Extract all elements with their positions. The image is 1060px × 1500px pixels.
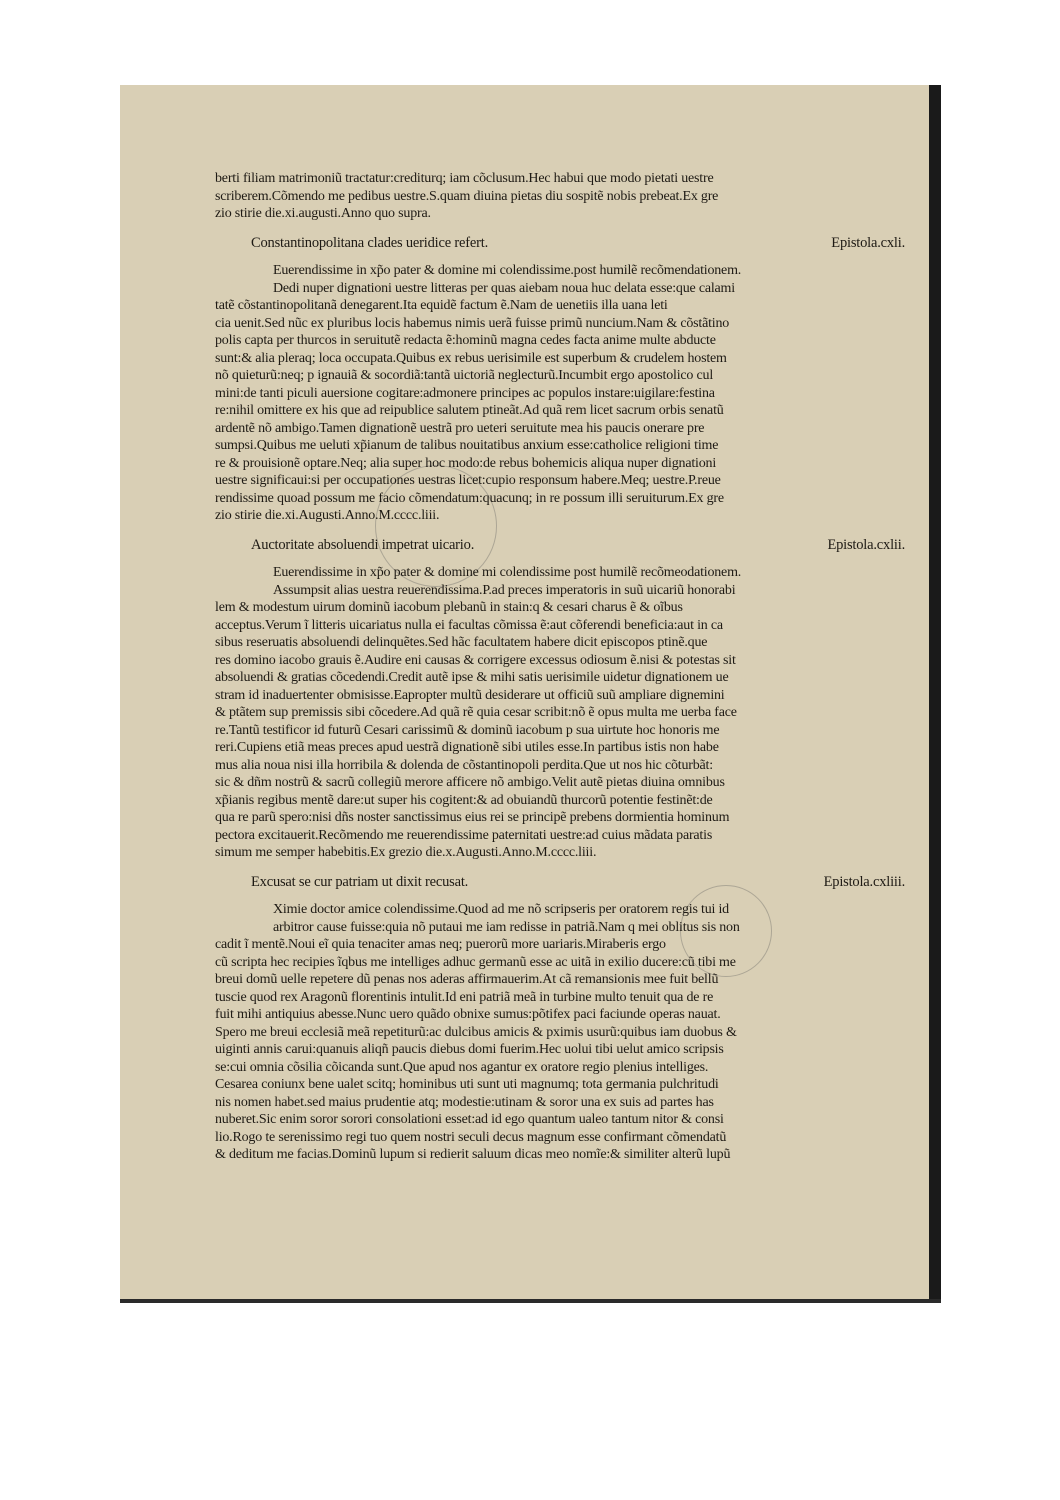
text-line: sumpsi.Quibus me ueluti xp̃ianum de talibus nouitatibus anxium esse:catholice religioni time [215,438,719,453]
text-line: scriberem.Cõmendo me pedibus uestre.S.quam diuina pietas diu sospitẽ nobis prebeat.Ex gre [215,188,719,204]
document-text [215,170,905,1164]
text-line: qua re parũ spero:nisi dñs noster sanctissimus eius rei se principẽ prebens dormientia hominum [215,810,730,825]
text-line: polis capta per thurcos in seruitutẽ redacta ẽ:hominũ magna cedes facta anime multe abducte [215,333,716,348]
epistle-number: Epistola.cxli. [831,234,905,251]
text-paragraph [215,564,905,862]
text-line: sic & dñm nostrũ & sacrũ collegiũ merore afficere nõ ambigo.Velit autẽ pietas diuina omnibus [215,775,725,790]
text-line: fuit mihi antiquius abesse.Nunc uero quãdo obnixe sumus:põtifex paci faciunde operas nauat. [215,1007,721,1022]
epistle-number: Epistola.cxliii. [823,873,905,890]
text-line: reri.Cupiens etiã meas preces apud uestrã dignationẽ sibi utiles esse.In partibus istis non habe [215,740,719,755]
text-line: se:cui omnia cõsilia cõicanda sunt.Que apud nos agantur ex oratore regio plenius intelliges. [215,1059,709,1075]
text-line: acceptus.Verum ĩ litteris uicariatus nulla ei facultas cõmissa ẽ:aut cõferendi beneficia:aut in ca [215,617,723,633]
text-line: lem & modestum uirum dominũ iacobum plebanũ in stain:q & cesari charus ẽ & oĩbus [215,600,683,615]
text-line: nuberet.Sic enim soror sorori consolationi esset:ad id ego quantum ualeo tantum nitor & consi [215,1112,724,1127]
text-line: & deditum me facias.Dominũ lupum si redierit saluum dicas meo nomĩe:& similiter alterũ lupũ [215,1147,731,1162]
text-line: res domino iacobo grauis ẽ.Audire eni causas & corrigere excessus odiosum ẽ.nisi & potestas sit [215,652,736,668]
text-line: sibus reseruatis absoluendi delinquẽtes.Sed hãc facultatem habere dicit episcopos ptinẽ.que [215,635,708,650]
text-line: re.Tantũ testificor id futurũ Cesari carissimũ & dominũ iacobum p sua uirtute hoc honoris me [215,722,720,738]
text-line: Euerendissime in xp̃o pater & domine mi colendissime post humilẽ recõmeodationem. [273,565,742,580]
text-line: cũ scripta hec recipies ĩqbus me intelliges adhuc germanũ esse ac uitã in exilio ducere:cũ tibi me [215,954,736,970]
text-line: Cesarea coniunx bene ualet scitq; hominibus uti sunt uti magnumq; tota germania pulchritudi [215,1077,719,1092]
epistle-number: Epistola.cxlii. [827,536,905,553]
epistle-heading [215,874,905,892]
text-line: Spero me breui ecclesiã meã repetiturũ:ac dulcibus amicis & pximis usurũ:quibus iam duobus & [215,1024,737,1040]
text-line: cia uenit.Sed nũc ex pluribus locis habemus nimis uerã fuisse primũ nuncium.Nam & cõstãtino [215,315,730,331]
text-line: sunt:& alia pleraq; loca occupata.Quibus ex rebus uerisimile est superbum & crudelem hostem [215,350,727,366]
text-line: cadit ĩ mentẽ.Noui eĩ quia tenaciter amas neq; puerorũ more uariaris.Miraberis ergo [215,937,666,952]
text-line: & ptãtem sup premissis sibi cõcedere.Ad quã rẽ quia cesar scribit:nõ ẽ opus multa me uerba face [215,705,737,720]
text-line: uiginti annis carui:quanuis aliqñ paucis diebus domi fuerim.Hec uolui tibi uelut amico scripsis [215,1042,724,1057]
text-line: tuscie quod rex Aragonũ florentinis intulit.Id eni patriã meã in turbine multo tenuit qua de re [215,989,714,1005]
text-line: Dedi nuper dignationi uestre litteras per quas aiebam noua huc delata esse:que calami [273,280,735,296]
scan-edge-bottom [120,1299,941,1303]
text-line: tatẽ cõstantinopolitanã denegarent.Ita equidẽ factum ẽ.Nam de uenetiis illa uana leti [215,298,668,313]
text-line: simum me semper habebitis.Ex grezio die.x.Augusti.Anno.M.cccc.liii. [215,845,597,860]
text-line: absoluendi & gratias cõcedendi.Credit autẽ ipse & mihi satis uerisimile uidetur dignationem ue [215,670,729,685]
text-line: stram id inaduertenter obmisisse.Eapropter multũ desiderare ut officiũ suũ ampliare dignemini [215,687,725,703]
text-line: mini:de tanti piculi auersione cogitare:admonere principes ac populos instare:uigilare:festina [215,385,715,401]
text-line: nõ quieturũ:neq; p ignauiã & socordiã:tantã uictoriã neglecturũ.Incumbit ergo apostolico cul [215,368,714,383]
text-line: breui domũ uelle repetere dũ penas nos aderas affirmauerim.At cã remansionis mee fuit bellũ [215,972,719,987]
text-line: Ximie doctor amice colendissime.Quod ad me nõ scripseris per oratorem regis tui id [273,902,729,917]
text-line: re:nihil omittere ex his que ad reipublice salutem ptineãt.Ad quã rem licet sacrum orbis senatũ [215,403,724,418]
text-line: nis nomen habet.sed maius prudentie atq; modestie:utinam & soror una ex suis ad partes has [215,1094,714,1110]
text-line: re & prouisionẽ optare.Neq; alia super hoc modo:de rebus bohemicis aliqua nuper dignationi [215,455,717,471]
text-line: Euerendissime in xp̃o pater & domine mi colendissime.post humilẽ recõmendationem. [273,263,742,278]
text-line: pectora excitauerit.Recõmendo me reuerendissime paternitati uestre:ad cuius mãdata paratis [215,827,713,843]
text-line: xp̃ianis regibus mentẽ dare:ut super his cogitent:& ad obuiandũ thurcorũ potentie festinẽt:de [215,792,713,808]
text-line: ardentẽ nõ ambigo.Tamen dignationẽ uestrã pro ueteri seruitute mea his paucis onerare pre [215,420,705,436]
scanned-page [120,85,941,1303]
text-line: lio.Rogo te serenissimo regi tuo quem nostri seculi decus magnum esse confirmant cõmendatũ [215,1129,727,1145]
text-line: arbitror cause fuisse:quia nõ putaui me iam redisse in patriã.Nam q mei oblitus sis non [273,919,740,935]
scan-edge-right [929,85,941,1303]
text-line: rendissime quoad possum me facio cõmendatum:quacunq; in re possum illi seruiturum.Ex gre [215,490,724,506]
text-line: zio stirie die.xi.augusti.Anno quo supra. [215,206,431,221]
text-paragraph [215,262,905,525]
text-paragraph [215,170,905,223]
epistle-heading [215,537,905,555]
epistle-title: Constantinopolitana clades ueridice refert. [251,234,489,251]
text-line: zio stirie die.xi.Augusti.Anno.M.cccc.liii. [215,508,440,523]
epistle-title: Auctoritate absoluendi impetrat uicario. [251,536,475,553]
epistle-heading [215,235,905,253]
text-paragraph [215,901,905,1164]
text-line: uestre significaui:si per occupationes uestras licet:cupio responsum habere.Meq; uestre.P.reue [215,473,721,488]
text-line: Assumpsit alias uestra reuerendissima.P.ad preces imperatoris in suũ uicariũ honorabi [273,582,736,598]
text-line: mus alia noua nisi illa horribila & dolenda de cõstantinopoli perdita.Que ut nos hic cõturbãt: [215,757,713,773]
epistle-title: Excusat se cur patriam ut dixit recusat. [251,873,469,890]
text-line: berti filiam matrimoniũ tractatur:crediturq; iam cõclusum.Hec habui que modo pietati uestre [215,171,714,186]
